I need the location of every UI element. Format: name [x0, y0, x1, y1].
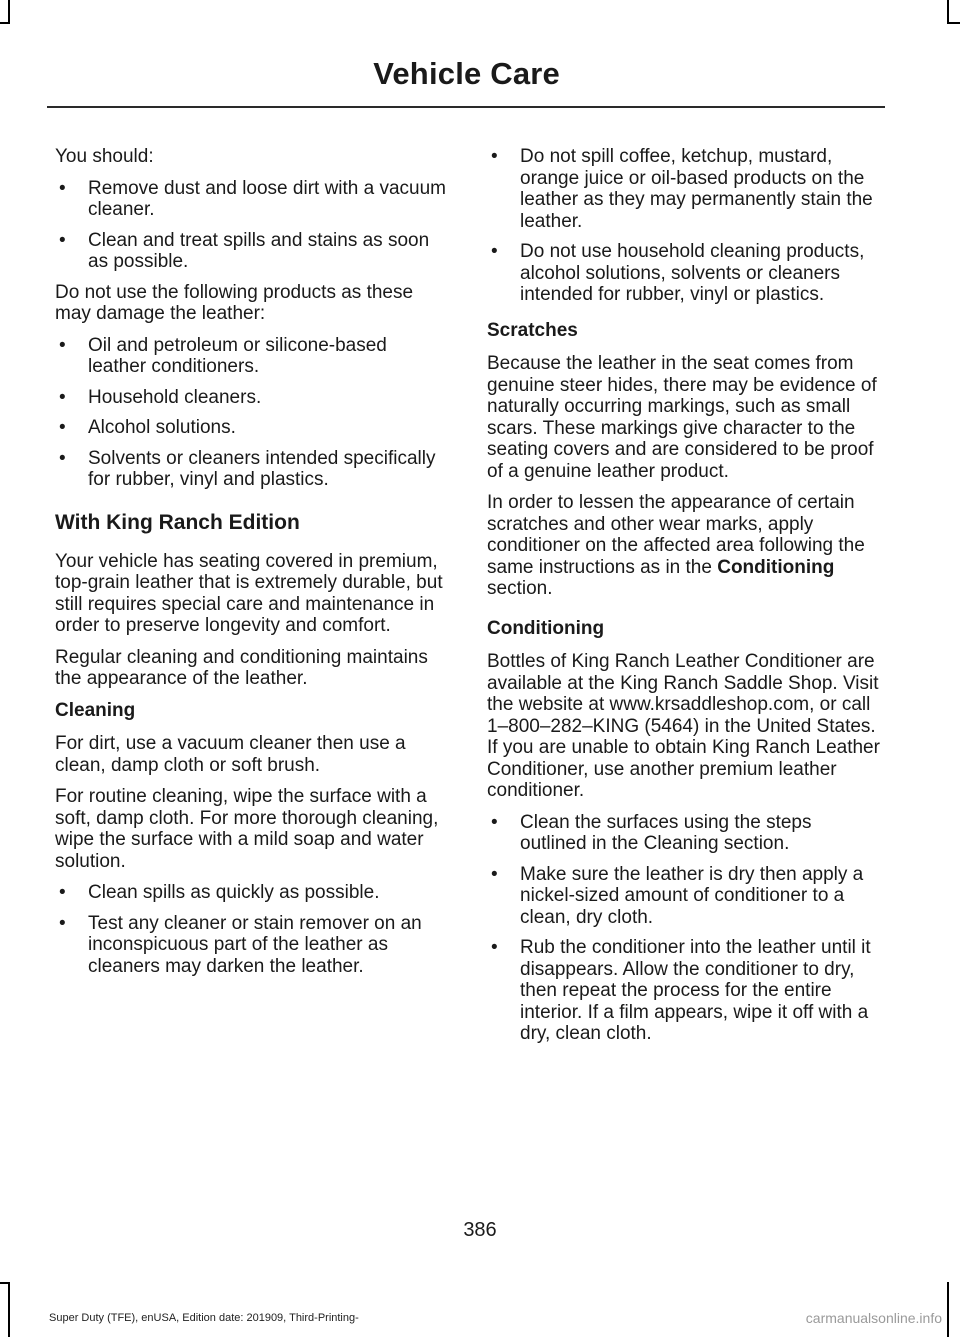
- crop-mark-bottom-left-h: [0, 1282, 10, 1284]
- list-item: • Do not use household cleaning products, alcohol solutions, solvents or cleaners intended for rubber, vinyl or plastics.: [487, 241, 881, 306]
- warning-text: Do not use the following products as these may damage the leather:: [55, 281, 414, 324]
- cleaning-paragraph: For routine cleaning, wipe the surface with a soft, damp cloth. For more thorough cleaning, wipe the surface with a mild soap and water solution.: [55, 786, 439, 872]
- crop-mark-bottom-right-v: [947, 1282, 949, 1337]
- list-item: • Oil and petroleum or silicone-based leather conditioners.: [55, 335, 450, 378]
- list-item: • Alcohol solutions.: [55, 417, 450, 439]
- scratches-text-start: In order to lessen the appearance of certain scratches and other wear marks, apply conditioner on the affected area following the same instructions as in the: [487, 492, 865, 578]
- scratches-paragraph: Because the leather in the seat comes from genuine steer hides, there may be evidence of naturally occurring markings, such as small scars. These markings give character to the seating covers and are considered to be proof of a genuine leather product.: [487, 353, 877, 482]
- list-item: • Do not spill coffee, ketchup, mustard, orange juice or oil-based products on the leather as they may permanently stain the leather.: [487, 146, 881, 232]
- page-number: 386: [463, 1219, 497, 1241]
- king-ranch-paragraph: Regular cleaning and conditioning maintains the appearance of the leather.: [55, 646, 428, 689]
- header-divider: [47, 106, 885, 108]
- list-item: • Household cleaners.: [55, 387, 450, 409]
- right-column: [487, 146, 881, 1054]
- list-item: • Test any cleaner or stain remover on an inconspicuous part of the leather as cleaners may darken the leather.: [55, 913, 450, 978]
- crop-mark-top-left-h: [0, 22, 10, 24]
- conditioning-reference: Conditioning: [717, 556, 835, 578]
- cleaning-paragraph: For dirt, use a vacuum cleaner then use a clean, damp cloth or soft brush.: [55, 733, 406, 776]
- cleaning-heading: Cleaning: [55, 699, 136, 721]
- intro-text: You should:: [55, 146, 154, 167]
- should-list: [55, 178, 450, 273]
- scratches-paragraph-conditioning-ref: [487, 492, 881, 600]
- scratches-heading: Scratches: [487, 319, 578, 341]
- conditioning-heading: Conditioning: [487, 617, 605, 639]
- list-item: • Solvents or cleaners intended specifically for rubber, vinyl and plastics.: [55, 448, 450, 491]
- list-item: • Make sure the leather is dry then apply a nickel-sized amount of conditioner to a clean, dry cloth.: [487, 864, 881, 929]
- crop-mark-bottom-left-v: [8, 1282, 10, 1337]
- list-item: • Clean spills as quickly as possible.: [55, 882, 450, 904]
- avoid-list: [55, 335, 450, 491]
- conditioning-paragraph: Bottles of King Ranch Leather Conditioner are available at the King Ranch Saddle Shop. Visit the website at www.krsaddleshop.com, or call 1–800–282–KING (5464) in the United States. If you are unable to obtain King Ranch Leather Conditioner, use another premium leather conditioner.: [487, 651, 880, 801]
- do-not-list: [487, 146, 881, 306]
- list-item: • Remove dust and loose dirt with a vacuum cleaner.: [55, 178, 450, 221]
- conditioning-list: [487, 812, 881, 1045]
- crop-mark-top-right-v: [947, 0, 949, 22]
- crop-mark-top-left-v: [8, 0, 10, 22]
- list-item: • Clean and treat spills and stains as soon as possible.: [55, 230, 450, 273]
- watermark: carmanualsonline.info: [805, 1310, 942, 1326]
- page-title: Vehicle Care: [373, 56, 560, 91]
- cleaning-list: [55, 882, 450, 977]
- list-item: • Clean the surfaces using the steps outlined in the Cleaning section.: [487, 812, 881, 855]
- left-column: [55, 146, 450, 986]
- king-ranch-paragraph: Your vehicle has seating covered in premium, top-grain leather that is extremely durable, but still requires special care and maintenance in order to preserve longevity and comfort.: [55, 550, 443, 636]
- edition-footer: Super Duty (TFE), enUSA, Edition date: 201909, Third-Printing-: [49, 1312, 359, 1324]
- crop-mark-top-right-h: [947, 22, 960, 24]
- list-item: • Rub the conditioner into the leather until it disappears. Allow the conditioner to dry, then repeat the process for the entire interior. If a film appears, wipe it off with a dry, clean cloth.: [487, 937, 881, 1045]
- scratches-text-end: section.: [487, 578, 553, 599]
- king-ranch-heading: With King Ranch Edition: [55, 510, 300, 534]
